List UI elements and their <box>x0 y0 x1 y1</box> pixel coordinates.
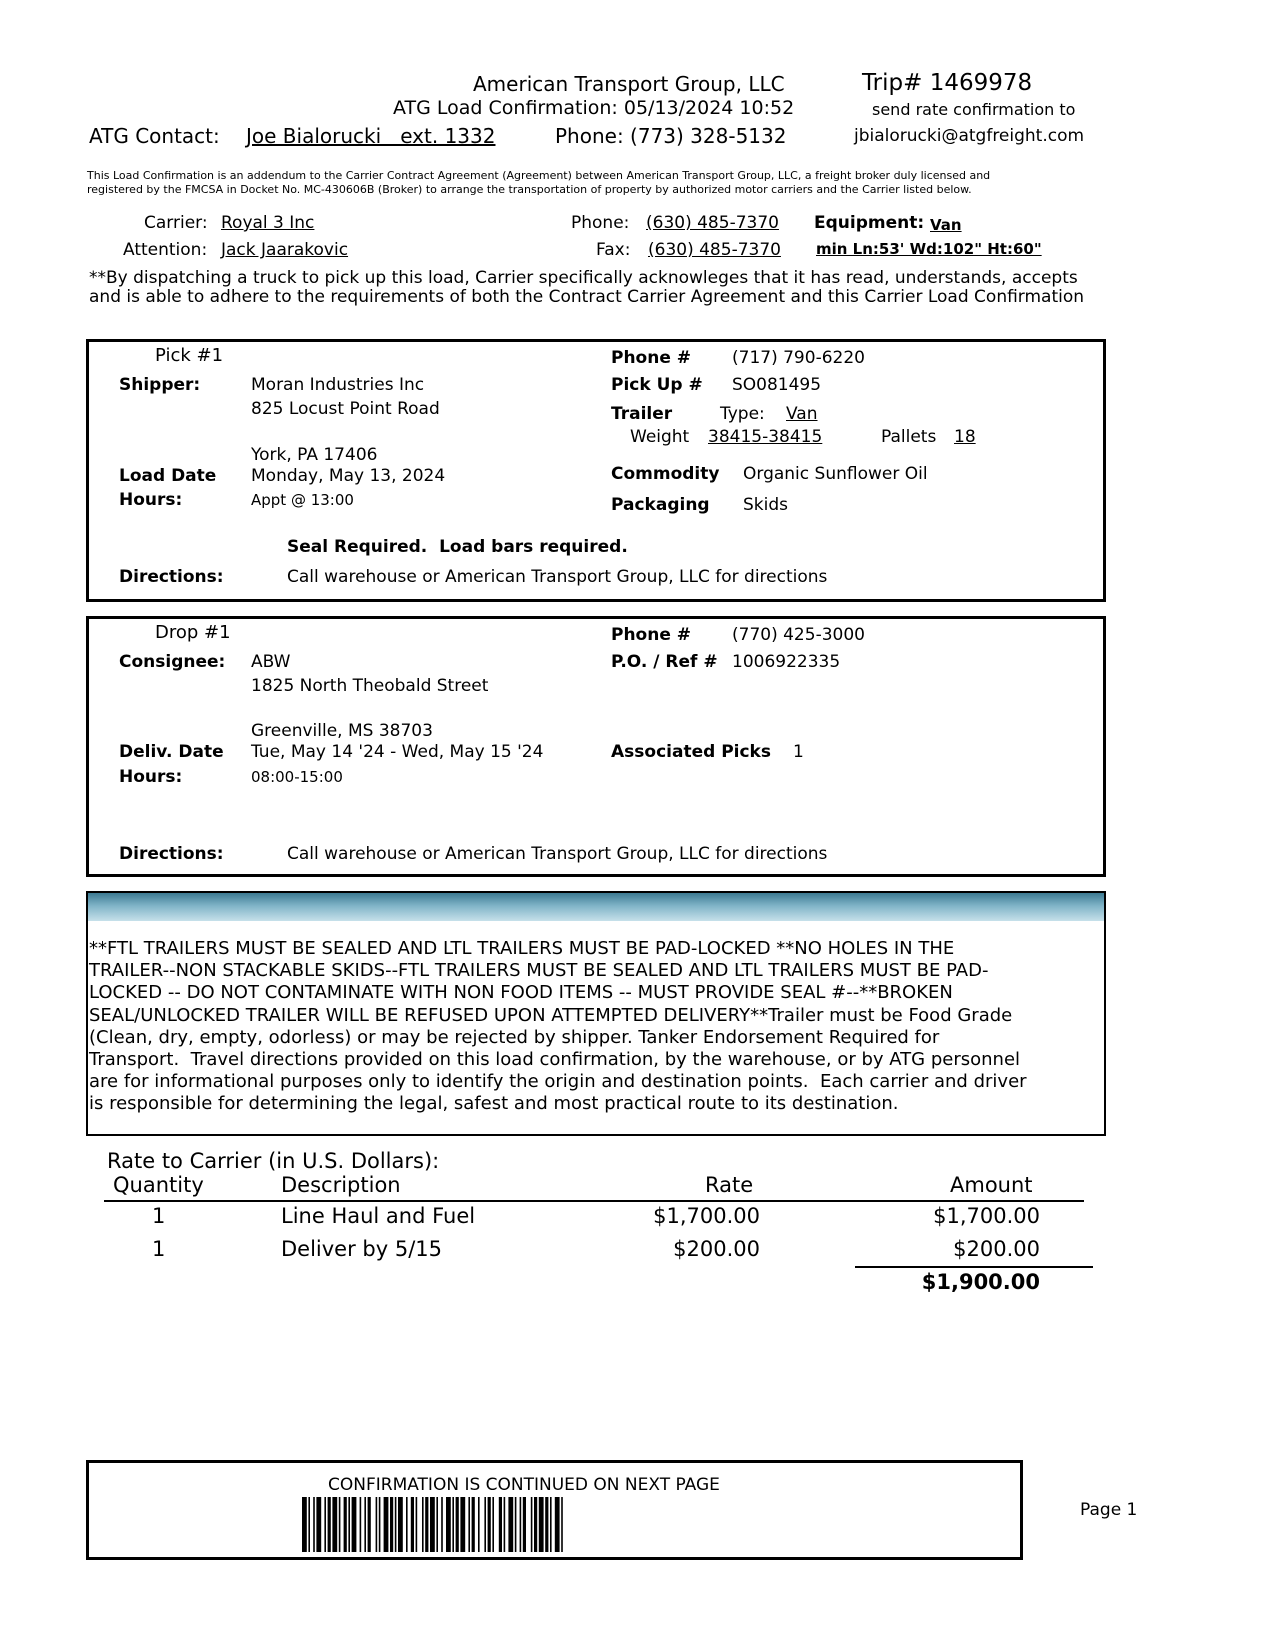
barcode-bar <box>472 1497 475 1552</box>
notes-line: (Clean, dry, empty, odorless) or may be rejected by shipper. Tanker Endorsement Required for <box>89 1026 940 1048</box>
load-date-label: Load Date <box>119 466 217 486</box>
attention-label: Attention: <box>123 240 208 260</box>
barcode-bar <box>344 1497 347 1552</box>
barcode-bar <box>324 1497 326 1552</box>
shipper-city: York, PA 17406 <box>251 445 378 465</box>
carrier-notice-line-2: and is able to adhere to the requirements of both the Contract Carrier Agreement and this Carrier Load Confirmation <box>89 287 1085 307</box>
rate-row-rate: $1,700.00 <box>653 1204 760 1228</box>
equipment-label: Equipment: <box>814 213 925 233</box>
barcode-bar <box>550 1497 552 1552</box>
shipper-address: 825 Locust Point Road <box>251 399 440 419</box>
disclaimer-line-1: This Load Confirmation is an addendum to the Carrier Contract Agreement (Agreement) between American Transport Group, LLC, a freight broker duly licensed and <box>87 169 991 182</box>
barcode-bar <box>395 1497 397 1552</box>
drop-title: Drop #1 <box>155 622 231 643</box>
barcode-bar <box>332 1497 337 1552</box>
carrier-name[interactable]: Royal 3 Inc <box>221 213 315 233</box>
notes-line: is responsible for determining the legal, safest and most practical route to its destination. <box>89 1093 899 1115</box>
barcode-bar <box>456 1497 459 1552</box>
commodity-value: Organic Sunflower Oil <box>743 464 928 484</box>
rate-total: $1,900.00 <box>921 1270 1040 1294</box>
rate-row-description: Deliver by 5/15 <box>281 1237 443 1261</box>
packaging-value: Skids <box>743 495 789 515</box>
barcode-bar <box>398 1497 403 1552</box>
load-date: Monday, May 13, 2024 <box>251 466 446 486</box>
col-quantity: Quantity <box>113 1173 204 1197</box>
consignee-label: Consignee: <box>119 652 226 672</box>
barcode-bar <box>390 1497 393 1552</box>
consignee-address: 1825 North Theobald Street <box>251 676 489 696</box>
pallets-value: 18 <box>954 427 976 447</box>
consignee-city: Greenville, MS 38703 <box>251 721 433 741</box>
trailer-type: Van <box>786 404 818 424</box>
rate-row-amount: $1,700.00 <box>933 1204 1040 1228</box>
barcode-bar <box>313 1497 315 1552</box>
po-label: P.O. / Ref # <box>611 652 718 672</box>
barcode-bar <box>328 1497 331 1552</box>
associated-picks-value: 1 <box>793 742 804 762</box>
weight-label: Weight <box>630 427 690 447</box>
disclaimer-line-2: registered by the FMCSA in Docket No. MC-430606B (Broker) to arrange the transportation of property by authorized motor carriers and the Carrier listed below. <box>87 183 972 196</box>
pick-directions: Call warehouse or American Transport Group, LLC for directions <box>287 567 828 587</box>
barcode-bar <box>364 1497 366 1552</box>
carrier-fax-label: Fax: <box>596 240 631 260</box>
equipment-dimensions: min Ln:53' Wd:102" Ht:60" <box>816 240 1042 258</box>
send-rate-label: send rate confirmation to <box>872 100 1076 119</box>
barcode-bar <box>561 1497 563 1552</box>
drop-hours-label: Hours: <box>119 767 183 787</box>
col-description: Description <box>281 1173 401 1197</box>
barcode-bar <box>368 1497 371 1552</box>
pickup-number-label: Pick Up # <box>611 375 703 395</box>
pickup-number: SO081495 <box>732 375 822 395</box>
pick-phone: (717) 790-6220 <box>732 348 865 368</box>
notes-header-bar <box>88 893 1104 921</box>
barcode-bar <box>406 1497 408 1552</box>
carrier-phone-label: Phone: <box>571 213 630 233</box>
notes-line: TRAILER--NON STACKABLE SKIDS--FTL TRAILERS MUST BE SEALED AND LTL TRAILERS MUST BE PAD- <box>89 960 989 982</box>
notes-line: Transport. Travel directions provided on this load confirmation, by the warehouse, or by ATG personnel <box>89 1049 1021 1071</box>
page-number: Page 1 <box>1080 1500 1138 1520</box>
contact-email[interactable]: jbialorucki@atgfreight.com <box>854 126 1085 146</box>
notes-line: LOCKED -- DO NOT CONTAMINATE WITH NON FOOD ITEMS -- MUST PROVIDE SEAL #--**BROKEN <box>89 982 953 1004</box>
trailer-type-label: Type: <box>720 404 765 424</box>
contact-name[interactable]: Joe Bialorucki ext. 1332 <box>246 124 496 148</box>
barcode-bar <box>339 1497 341 1552</box>
barcode-bar <box>411 1497 414 1552</box>
notes-line: are for informational purposes only to identify the origin and destination points. Each carrier and driver <box>89 1071 1027 1093</box>
po-number: 1006922335 <box>732 652 841 672</box>
barcode-bar <box>492 1497 494 1552</box>
consignee-name: ABW <box>251 652 291 672</box>
associated-picks-label: Associated Picks <box>611 742 771 762</box>
seal-requirement: Seal Required. Load bars required. <box>287 537 628 557</box>
rate-row-quantity: 1 <box>152 1237 166 1261</box>
load-confirmation-date: ATG Load Confirmation: 05/13/2024 10:52 <box>393 97 795 119</box>
pick-directions-label: Directions: <box>119 567 224 587</box>
trailer-label: Trailer <box>611 404 673 424</box>
barcode-bar <box>384 1497 389 1552</box>
barcode-bar <box>316 1497 321 1552</box>
pick-section <box>86 339 1106 602</box>
shipper-name: Moran Industries Inc <box>251 375 425 395</box>
shipper-label: Shipper: <box>119 375 201 395</box>
barcode-bar <box>504 1497 506 1552</box>
continued-notice: CONFIRMATION IS CONTINUED ON NEXT PAGE <box>328 1475 720 1495</box>
barcode-bar <box>379 1497 381 1552</box>
barcode-bar <box>539 1497 544 1552</box>
barcode-bar <box>352 1497 357 1552</box>
carrier-fax[interactable]: (630) 485-7370 <box>648 240 781 260</box>
barcode-bar <box>446 1497 451 1552</box>
deliv-date-label: Deliv. Date <box>119 742 224 762</box>
rate-row-rate: $200.00 <box>673 1237 760 1261</box>
pick-title: Pick #1 <box>155 345 224 366</box>
pick-hours: Appt @ 13:00 <box>251 491 354 509</box>
pick-hours-label: Hours: <box>119 490 183 510</box>
drop-directions: Call warehouse or American Transport Group, LLC for directions <box>287 844 828 864</box>
barcode-bar <box>436 1497 438 1552</box>
barcode-bar <box>499 1497 502 1552</box>
col-amount: Amount <box>950 1173 1033 1197</box>
equipment-value: Van <box>930 216 962 234</box>
barcode-bar <box>302 1497 307 1552</box>
notes-line: SEAL/UNLOCKED TRAILER WILL BE REFUSED UPON ATTEMPTED DELIVERY**Trailer must be Food Grade <box>89 1004 1013 1026</box>
commodity-label: Commodity <box>611 464 720 484</box>
barcode-bar <box>555 1497 560 1552</box>
barcode-bar <box>508 1497 513 1552</box>
rate-title: Rate to Carrier (in U.S. Dollars): <box>107 1149 440 1173</box>
barcode-bar <box>422 1497 424 1552</box>
notes-text <box>89 938 1027 1116</box>
barcode-bar <box>416 1497 418 1552</box>
barcode-bar <box>523 1497 526 1552</box>
drop-hours: 08:00-15:00 <box>251 768 343 786</box>
barcode-bar <box>478 1497 480 1552</box>
drop-directions-label: Directions: <box>119 844 224 864</box>
drop-section <box>86 616 1106 877</box>
carrier-phone[interactable]: (630) 485-7370 <box>646 213 779 233</box>
packaging-label: Packaging <box>611 495 710 515</box>
pallets-label: Pallets <box>881 427 937 447</box>
barcode-bar <box>441 1497 443 1552</box>
barcode-bar <box>468 1497 470 1552</box>
barcode-bar <box>430 1497 435 1552</box>
barcode-bar <box>348 1497 350 1552</box>
barcode-bar <box>515 1497 517 1552</box>
drop-phone: (770) 425-3000 <box>732 625 865 645</box>
barcode-bar <box>488 1497 491 1552</box>
barcode-bar <box>308 1497 310 1552</box>
deliv-date: Tue, May 14 '24 - Wed, May 15 '24 <box>251 742 544 762</box>
trip-number: Trip# 1469978 <box>862 70 1033 96</box>
barcode-bar <box>460 1497 465 1552</box>
rate-row-amount: $200.00 <box>953 1237 1040 1261</box>
barcode-bar <box>545 1497 548 1552</box>
carrier-notice-line-1: **By dispatching a truck to pick up this load, Carrier specifically acknowleges that it has read, understands, accepts <box>89 268 1078 288</box>
contact-label: ATG Contact: <box>89 124 220 148</box>
contact-phone: Phone: (773) 328-5132 <box>555 124 787 148</box>
barcode-bar <box>484 1497 486 1552</box>
barcode-bar <box>452 1497 454 1552</box>
carrier-label: Carrier: <box>144 213 208 233</box>
barcode-bar <box>360 1497 362 1552</box>
rate-header-rule <box>104 1200 1084 1202</box>
barcode-bar <box>376 1497 378 1552</box>
drop-phone-label: Phone # <box>611 625 692 645</box>
barcode-bar <box>520 1497 522 1552</box>
barcode-bar <box>425 1497 428 1552</box>
barcode <box>302 1497 806 1552</box>
company-name: American Transport Group, LLC <box>473 72 785 96</box>
notes-line: **FTL TRAILERS MUST BE SEALED AND LTL TRAILERS MUST BE PAD-LOCKED **NO HOLES IN THE <box>89 938 955 959</box>
barcode-bar <box>531 1497 533 1552</box>
attention-name[interactable]: Jack Jaarakovic <box>221 240 349 260</box>
rate-row-description: Line Haul and Fuel <box>281 1204 476 1228</box>
rate-row-quantity: 1 <box>152 1204 166 1228</box>
total-rule <box>855 1266 1093 1268</box>
barcode-bar <box>534 1497 537 1552</box>
col-rate: Rate <box>705 1173 754 1197</box>
weight-value: 38415-38415 <box>708 427 823 447</box>
pick-phone-label: Phone # <box>611 348 692 368</box>
